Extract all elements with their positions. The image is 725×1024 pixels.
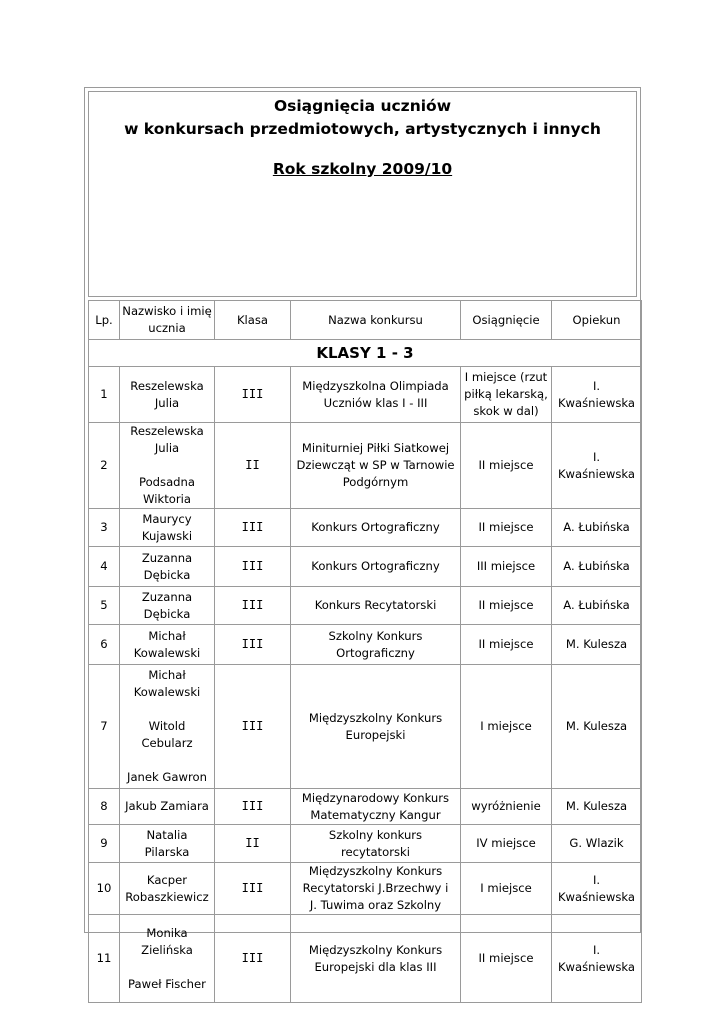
student-names xyxy=(120,665,215,789)
student-name-line: Kujawski xyxy=(141,528,193,543)
student-name-line: Reszelewska xyxy=(130,378,204,393)
student-name-line: Pilarska xyxy=(144,844,190,859)
student-name-line: Reszelewska xyxy=(130,424,204,438)
achievement xyxy=(461,825,552,863)
spacer xyxy=(121,701,213,718)
row-number: 8 xyxy=(89,789,120,825)
supervisor: A. Łubińska xyxy=(552,587,642,625)
student-name-line: Zuzanna xyxy=(141,550,193,565)
section-title: KLASY 1 - 3 xyxy=(89,340,642,367)
achievement xyxy=(461,587,552,625)
student-name-line: Robaszkiewicz xyxy=(125,889,209,904)
supervisor: M. Kulesza xyxy=(552,625,642,665)
contest-name-line: recytatorski xyxy=(341,844,410,859)
table-row xyxy=(89,587,642,625)
student-name-line: Paweł Fischer xyxy=(128,976,206,991)
achievement xyxy=(461,863,552,915)
achievement-line: III miejsce xyxy=(476,559,536,573)
row-number: 3 xyxy=(89,509,120,547)
title-line-2: w konkursach przedmiotowych, artystycznych i innych xyxy=(124,120,601,138)
col-header-class: Klasa xyxy=(215,301,291,340)
contest-name xyxy=(291,625,461,665)
student-names xyxy=(120,625,215,665)
class-level: III xyxy=(215,863,291,915)
col-header-student-text: Nazwisko i imię ucznia xyxy=(122,304,212,335)
student-names xyxy=(120,863,215,915)
supervisor: G. Wlazik xyxy=(552,825,642,863)
school-year-text: Rok szkolny 2009/10 xyxy=(272,160,453,178)
student-name-line: Podsadna xyxy=(139,475,195,489)
student-name-line: Kowalewski xyxy=(133,685,201,699)
student-name-line: Julia xyxy=(154,395,180,410)
title-line-1: Osiągnięcia uczniów xyxy=(273,97,452,115)
class-level: III xyxy=(215,625,291,665)
supervisor: I. Kwaśniewska xyxy=(552,423,642,509)
row-number: 7 xyxy=(89,665,120,789)
table-row xyxy=(89,509,642,547)
contest-name-line: Uczniów klas I - III xyxy=(323,395,428,410)
contest-name-line: Europejski dla klas III xyxy=(314,959,437,974)
achievement xyxy=(461,423,552,509)
achievement xyxy=(461,509,552,547)
document-page xyxy=(84,87,641,991)
table-row xyxy=(89,789,642,825)
table-row xyxy=(89,423,642,509)
achievement xyxy=(461,665,552,789)
achievement-line: I miejsce (rzut xyxy=(464,370,548,384)
achievement-line: II miejsce xyxy=(478,520,534,534)
table-row xyxy=(89,825,642,863)
contest-name-line: Matematyczny Kangur xyxy=(310,807,441,822)
class-level: II xyxy=(215,423,291,509)
achievement xyxy=(461,367,552,423)
contest-name xyxy=(291,547,461,587)
class-level: III xyxy=(215,509,291,547)
student-name-line: Julia xyxy=(154,441,180,455)
row-number: 1 xyxy=(89,367,120,423)
student-names xyxy=(120,825,215,863)
student-name-line: Jakub Zamiara xyxy=(125,799,209,813)
contest-name-line: Podgórnym xyxy=(342,475,409,489)
supervisor: M. Kulesza xyxy=(552,665,642,789)
student-name-line: Kowalewski xyxy=(133,645,201,660)
table-row xyxy=(89,367,642,423)
row-number: 5 xyxy=(89,587,120,625)
achievement-line: IV miejsce xyxy=(476,836,536,850)
student-names xyxy=(120,547,215,587)
contest-name-line: Międzyszkolny Konkurs xyxy=(308,710,443,725)
spacer xyxy=(121,457,213,474)
contest-name-line: Międzyszkolna Olimpiada xyxy=(302,378,449,393)
contest-name xyxy=(291,367,461,423)
student-name-line: Janek Gawron xyxy=(127,770,207,784)
achievement-line: I miejsce xyxy=(480,881,532,895)
contest-name xyxy=(291,863,461,915)
contest-name-line: Europejski xyxy=(345,727,406,742)
contest-name-line: Szkolny konkurs xyxy=(328,827,423,842)
student-name-line: Maurycy xyxy=(142,511,192,526)
student-names xyxy=(120,423,215,509)
achievements-table xyxy=(88,300,642,1003)
student-names xyxy=(120,789,215,825)
contest-name-line: Konkurs Recytatorski xyxy=(314,598,437,612)
student-name-line: Michał xyxy=(148,628,186,643)
student-names xyxy=(120,587,215,625)
table-row xyxy=(89,915,642,1003)
row-number: 6 xyxy=(89,625,120,665)
school-year-heading xyxy=(89,160,636,178)
col-header-student xyxy=(120,301,215,340)
student-name-line: Dębicka xyxy=(143,567,191,582)
contest-name xyxy=(291,915,461,1003)
header-box xyxy=(88,91,637,297)
contest-name-line: Konkurs Ortograficzny xyxy=(311,520,440,534)
contest-name-line: Dziewcząt w SP w Tarnowie xyxy=(296,458,455,472)
table-row xyxy=(89,863,642,915)
contest-name-line: Recytatorski J.Brzechwy i xyxy=(302,881,449,895)
student-name-line: Dębicka xyxy=(143,606,191,621)
student-names xyxy=(120,509,215,547)
student-name-line: Witold xyxy=(148,719,186,733)
student-name-line: Cebularz xyxy=(141,736,193,750)
contest-name xyxy=(291,423,461,509)
supervisor: I. Kwaśniewska xyxy=(552,367,642,423)
supervisor: M. Kulesza xyxy=(552,789,642,825)
col-header-lp: Lp. xyxy=(89,301,120,340)
achievement-line: II miejsce xyxy=(478,637,534,651)
student-name-line: Wiktoria xyxy=(143,492,191,506)
student-name-line: Monika xyxy=(146,925,188,940)
contest-name-line: Konkurs Ortograficzny xyxy=(311,559,440,573)
achievement-line: II miejsce xyxy=(478,458,534,472)
student-name-line: Michał xyxy=(148,668,186,682)
col-header-supervisor: Opiekun xyxy=(552,301,642,340)
contest-name-line: Międzyszkolny Konkurs xyxy=(308,864,443,878)
supervisor: I. Kwaśniewska xyxy=(552,915,642,1003)
table-header-row xyxy=(89,301,642,340)
achievement xyxy=(461,789,552,825)
supervisor: A. Łubińska xyxy=(552,547,642,587)
class-level: III xyxy=(215,665,291,789)
row-number: 10 xyxy=(89,863,120,915)
contest-name-line: J. Tuwima oraz Szkolny xyxy=(309,898,442,912)
student-name-line: Natalia xyxy=(146,827,188,842)
achievement xyxy=(461,547,552,587)
class-level: III xyxy=(215,915,291,1003)
contest-name xyxy=(291,509,461,547)
contest-name-line: Międzyszkolny Konkurs xyxy=(308,942,443,957)
class-level: III xyxy=(215,789,291,825)
table-row xyxy=(89,547,642,587)
achievement-line: II miejsce xyxy=(478,598,534,612)
achievement-line: I miejsce xyxy=(480,719,532,733)
contest-name xyxy=(291,825,461,863)
achievement xyxy=(461,915,552,1003)
row-number: 11 xyxy=(89,915,120,1003)
class-level: III xyxy=(215,587,291,625)
class-level: III xyxy=(215,547,291,587)
student-names xyxy=(120,367,215,423)
row-number: 2 xyxy=(89,423,120,509)
spacer xyxy=(121,959,213,976)
col-header-contest: Nazwa konkursu xyxy=(291,301,461,340)
table-row xyxy=(89,625,642,665)
contest-name xyxy=(291,587,461,625)
contest-name-line: Miniturniej Piłki Siatkowej xyxy=(301,441,450,455)
achievement-line: piłką lekarską, xyxy=(464,387,548,401)
row-number: 9 xyxy=(89,825,120,863)
row-number: 4 xyxy=(89,547,120,587)
contest-name xyxy=(291,665,461,789)
contest-name-line: Ortograficzny xyxy=(336,645,415,660)
student-name-line: Zielińska xyxy=(141,942,193,957)
contest-name xyxy=(291,789,461,825)
supervisor: I. Kwaśniewska xyxy=(552,863,642,915)
spacer xyxy=(121,752,213,769)
section-row xyxy=(89,340,642,367)
achievement-line: II miejsce xyxy=(478,951,534,965)
col-header-achievement: Osiągnięcie xyxy=(461,301,552,340)
class-level: III xyxy=(215,367,291,423)
achievement-line: wyróżnienie xyxy=(471,799,541,813)
achievement xyxy=(461,625,552,665)
contest-name-line: Międzynarodowy Konkurs xyxy=(301,790,450,805)
student-name-line: Zuzanna xyxy=(141,589,193,604)
student-names xyxy=(120,915,215,1003)
achievement-line: skok w dal) xyxy=(473,404,539,418)
class-level: II xyxy=(215,825,291,863)
table-row xyxy=(89,665,642,789)
supervisor: A. Łubińska xyxy=(552,509,642,547)
contest-name-line: Szkolny Konkurs xyxy=(328,628,423,643)
student-name-line: Kacper xyxy=(146,872,188,887)
